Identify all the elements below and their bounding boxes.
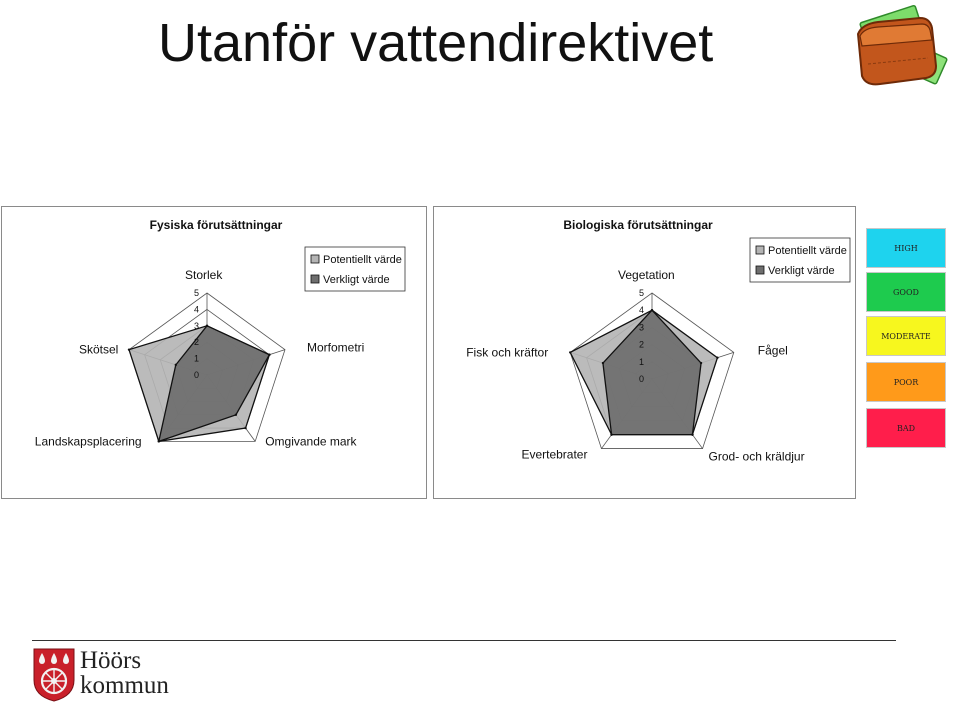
chart-title: Biologiska förutsättningar — [563, 218, 713, 232]
tick-label: 1 — [193, 353, 199, 364]
data-point — [128, 348, 130, 350]
wallet-money-icon — [848, 4, 952, 96]
axis-label: Vegetation — [618, 268, 675, 282]
tick-label: 3 — [193, 320, 199, 331]
chart-title: Fysiska förutsättningar — [149, 218, 283, 232]
axis-label: Omgivande mark — [265, 434, 357, 449]
legend-swatch — [756, 246, 764, 254]
chart-legend — [750, 238, 850, 282]
physical-radar-chart — [2, 207, 427, 499]
status-good: GOOD — [866, 272, 946, 312]
physical-radar-panel — [1, 206, 427, 499]
data-point — [651, 309, 653, 311]
data-point — [569, 351, 571, 353]
tick-label: 5 — [193, 288, 199, 298]
data-point — [175, 364, 177, 366]
axis-label: Evertebrater — [521, 447, 588, 462]
tick-label: 5 — [638, 288, 644, 298]
legend-label: Potentiellt värde — [323, 254, 402, 266]
tick-label: 2 — [638, 339, 644, 350]
tick-label: 0 — [193, 370, 199, 380]
legend-swatch — [756, 266, 764, 274]
axis-label: Fågel — [757, 343, 788, 358]
tick-label: 2 — [193, 337, 199, 348]
status-moderate: MODERATE — [866, 316, 946, 356]
data-point — [610, 433, 612, 435]
biological-radar-panel — [433, 206, 856, 499]
slide-title: Utanför vattendirektivet — [158, 13, 714, 73]
data-point — [602, 362, 604, 364]
axis-label: Skötsel — [79, 342, 119, 357]
hoor-crest-icon — [33, 648, 75, 702]
data-point — [244, 427, 246, 429]
data-point — [268, 354, 270, 356]
data-point — [716, 357, 718, 359]
brand-wordmark — [80, 648, 169, 698]
legend-swatch — [311, 255, 319, 263]
legend-label: Potentiellt värde — [768, 245, 847, 257]
data-point — [700, 362, 702, 364]
status-bad: BAD — [866, 408, 946, 448]
status-high: HIGH — [866, 228, 946, 268]
tick-label: 3 — [638, 322, 644, 333]
data-point — [235, 414, 237, 416]
tick-label: 4 — [638, 305, 644, 316]
tick-label: 4 — [193, 304, 199, 315]
axis-label: Morfometri — [306, 340, 365, 355]
data-point — [206, 325, 208, 327]
data-point — [691, 433, 693, 435]
legend-label: Verkligt värde — [323, 274, 390, 286]
axis-label: Grod- och kräldjur — [708, 449, 805, 464]
footer-divider — [32, 640, 896, 641]
biological-radar-chart — [434, 207, 856, 499]
chart-legend — [305, 247, 405, 291]
axis-label: Fisk och kräftor — [466, 345, 549, 360]
axis-label: Storlek — [185, 268, 223, 282]
brand-line-1: Höörs — [80, 647, 142, 674]
data-point — [158, 440, 160, 442]
brand-line-2: kommun — [80, 672, 169, 699]
legend-label: Verkligt värde — [768, 265, 835, 277]
tick-label: 0 — [638, 374, 644, 384]
axis-label: Landskapsplacering — [34, 434, 142, 449]
legend-swatch — [311, 275, 319, 283]
tick-label: 1 — [638, 356, 644, 367]
status-poor: POOR — [866, 362, 946, 402]
